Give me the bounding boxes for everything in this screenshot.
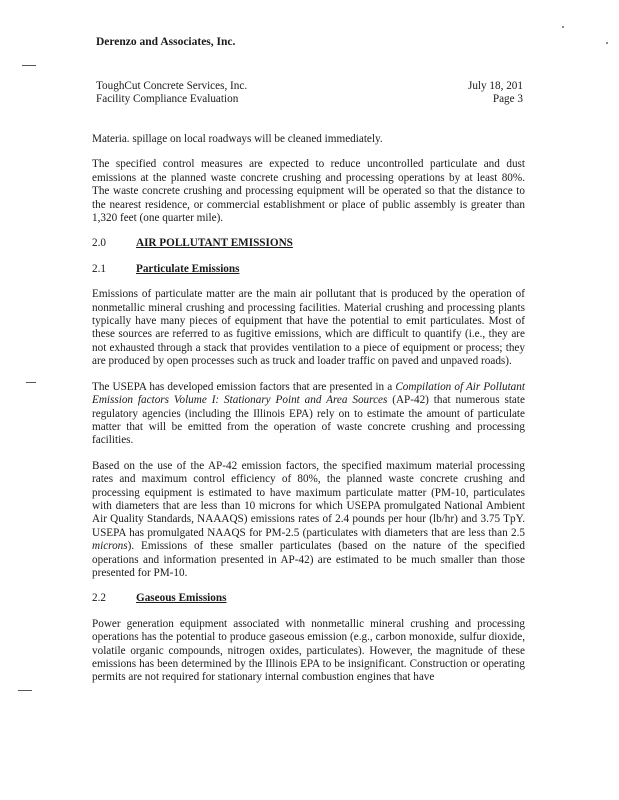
document-body <box>92 133 525 685</box>
section-title: Gaseous Emissions <box>136 592 227 605</box>
text-run: Based on the use of the AP-42 emission factors, the specified maximum material processing rates and maximum control efficiency of 80%, the planned waste concrete crushing and processing equipment is estimated to have maximum particulate matter (PM-10, particulates with diameters that are less than 10 microns for which USEPA promulgated National Ambient Air Quality Standards, NAAAQS) emissions rates of 2.4 pounds per hour (lb/hr) and 3.75 TpY. USEPA has promulgated NAAQS for PM-2.5 (particulates with diameters that are less than 2.5 <box>92 459 525 539</box>
section-number: 2.0 <box>92 237 106 250</box>
scan-mark-top <box>22 65 36 66</box>
scan-mark-bottom <box>18 690 32 691</box>
paragraph-particulate-matter: Emissions of particulate matter are the main air pollutant that is produced by the operation of nonmetallic mineral crushing and processing facilities. Material crushing and processing plants typically have many pieces of equipment that have the potential to emit particulates. Most of these sources are referred to as fugitive emissions, which are difficult to quantify (i.e., they are not exhausted through a stack that provides ventilation to a piece of equipment or process; they are produced by open processes such as truck and loader traffic on paved and unpaved roads). <box>92 288 525 368</box>
paragraph-spillage: Materia. spillage on local roadways will be cleaned immediately. <box>92 133 383 145</box>
header-left <box>96 80 247 107</box>
scan-dot-top-right <box>562 26 564 28</box>
paragraph-usepa-factors <box>92 381 525 448</box>
scan-dot-right <box>606 42 608 44</box>
italic-term: microns <box>92 540 128 553</box>
firm-name: Derenzo and Associates, Inc. <box>96 36 236 48</box>
section-heading-2-0 <box>92 237 525 250</box>
paragraph-control-measures: The specified control measures are expected to reduce uncontrolled particulate and dust emissions at the planned waste concrete crushing and processing operations by at least 80%. The waste concrete crushing and processing equipment will be operated so that the distance to the nearest residence, or commercial establishment or place of public assembly is greater than 1,320 feet (one quarter mile). <box>92 158 525 225</box>
section-number: 2.1 <box>92 262 106 275</box>
section-heading-2-1 <box>92 263 525 276</box>
report-date: July 18, 201 <box>467 80 523 92</box>
report-title: Facility Compliance Evaluation <box>96 93 239 106</box>
section-heading-2-2 <box>92 592 525 605</box>
scan-mark-middle <box>26 382 36 383</box>
section-number: 2.2 <box>92 592 106 605</box>
client-name: ToughCut Concrete Services, Inc. <box>96 80 248 92</box>
text-run: The USEPA has developed emission factors that are presented in a <box>92 380 396 393</box>
text-run: ). Emissions of these smaller particulates (based on the nature of the specified operations and information presented in AP-42) are estimated to be much smaller than those presented for PM-10. <box>92 540 525 579</box>
section-title: Particulate Emissions <box>136 262 240 275</box>
text-run: (AP-42) that numerous state regulatory agencies (including the Illinois EPA) rely on to estimate the amount of particulate matter that will be emitted from the operation of waste concrete crushing and processing facilities. <box>92 394 525 447</box>
page-number: Page 3 <box>492 93 523 106</box>
paragraph-gaseous-emissions: Power generation equipment associated with nonmetallic mineral crushing and processing operations has the potential to produce gaseous emission (e.g., carbon monoxide, sulfur dioxide, volatile organic compounds, nitrogen oxides, particulates). However, the magnitude of these emissions has been determined by the Illinois EPA to be insignificant. Construction or operating permits are not required for stationary internal combustion engines that have <box>92 617 525 684</box>
header-right <box>468 80 523 107</box>
paragraph-ap42-estimates <box>92 460 525 581</box>
publication-title: Compilation of Air Pollutant Emission factors Volume I: Stationary Point and Area Sources <box>92 380 525 407</box>
section-title: AIR POLLUTANT EMISSIONS <box>136 237 293 250</box>
